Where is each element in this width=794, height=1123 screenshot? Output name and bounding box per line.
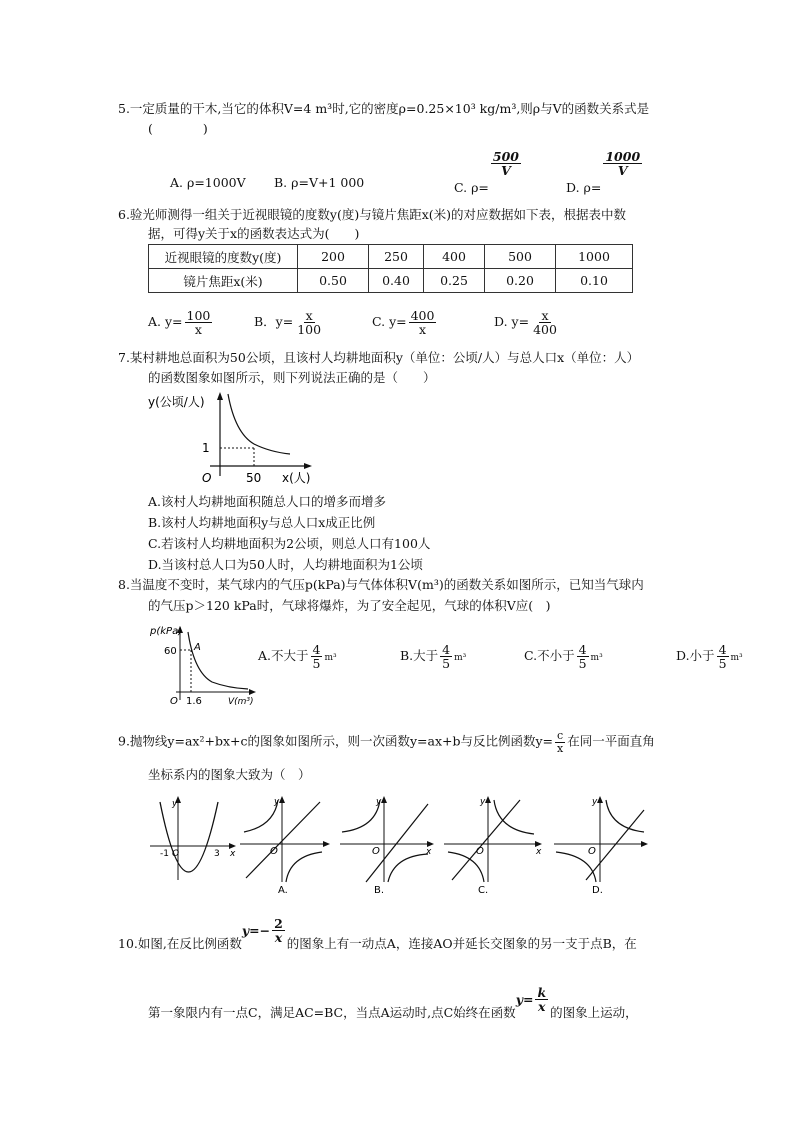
y-axis-arrow-icon	[597, 796, 603, 803]
linear-function-line	[452, 800, 520, 880]
q6-b-prefix: B．y=	[254, 314, 294, 330]
frac-den: 5	[578, 656, 587, 672]
frac-den: x	[538, 999, 546, 1015]
formula-sign: −	[259, 923, 271, 939]
origin-label: O	[588, 846, 596, 857]
frac-num: 4	[312, 642, 321, 657]
option-label-c: C.	[478, 885, 489, 896]
table-cell: 200	[298, 245, 369, 269]
tick-3: 3	[214, 849, 220, 859]
q5-c-den: V	[501, 163, 511, 179]
frac-num: 4	[578, 642, 587, 657]
q6-b-fraction	[295, 309, 323, 336]
frac-den: 5	[718, 656, 727, 672]
q5-d-prefix: D. ρ=	[566, 180, 602, 196]
table-header-degree: 近视眼镜的度数y(度)	[149, 245, 298, 269]
q7-graph	[140, 388, 320, 488]
table-cell: 0.10	[556, 269, 633, 293]
x-axis-arrow-icon	[323, 841, 330, 847]
option-label-a: A.	[278, 885, 288, 896]
q5-d-num: 1000	[605, 149, 641, 164]
q8-option-c	[524, 643, 603, 670]
origin-label: O	[270, 846, 278, 857]
q8-a-prefix: A.不大于	[258, 648, 309, 664]
axis-label-y: y	[376, 797, 382, 807]
q8-tick-y: 60	[164, 646, 177, 657]
axis-label-y: y	[592, 797, 598, 807]
frac-num: 2	[274, 916, 283, 931]
q5-option-d	[566, 149, 644, 196]
q6-a-num: 100	[186, 308, 211, 323]
q5-stem: 5.一定质量的干木,当它的体积V=4 m³时,它的密度ρ=0.25×10³ kg/m³,则ρ与V的函数关系式是	[118, 101, 650, 116]
y-axis-arrow-icon	[217, 392, 223, 400]
q8-d-unit: m³	[730, 653, 743, 664]
q5-option-a: A. ρ=1000V	[170, 175, 246, 190]
q9-parabola-graph	[148, 792, 238, 884]
table-cell: 250	[369, 245, 424, 269]
q6-c-den: x	[419, 322, 427, 338]
table-cell: 500	[485, 245, 556, 269]
q9-line2: 坐标系内的图象大致为（ ）	[148, 767, 311, 782]
axis-label-y: y	[274, 797, 280, 807]
q8-d-prefix: D.小于	[676, 648, 715, 664]
q5-d-den: V	[617, 163, 628, 179]
formula-fraction	[535, 986, 548, 1013]
q6-b-num: x	[305, 308, 313, 323]
q6-c-num: 400	[410, 308, 435, 323]
table-cell: 1000	[556, 245, 633, 269]
q9-option-c-graph[interactable]	[442, 792, 546, 896]
q6-option-d	[494, 309, 561, 336]
q6-c-fraction	[409, 309, 437, 336]
q6-data-table	[148, 244, 633, 293]
x-axis-arrow-icon	[304, 463, 312, 469]
frac-num: 4	[718, 642, 727, 657]
q10-formula1	[242, 917, 287, 944]
table-header-focal: 镜片焦距x(米)	[149, 269, 298, 293]
axis-label-y: y	[172, 799, 178, 809]
q5-c-fraction	[491, 150, 521, 177]
axis-label-x: x	[426, 847, 432, 857]
frac-num: 4	[442, 642, 451, 657]
q8-c-prefix: C.不小于	[524, 648, 575, 664]
parabola-curve	[160, 802, 218, 872]
q8-line1: 8.当温度不变时，某气球内的气压p(kPa)与气体体积V(m³)的函数关系如图所示，已知当气球内	[118, 577, 644, 592]
table-cell: 400	[424, 245, 485, 269]
axis-label-x: x	[230, 849, 236, 859]
tick-neg1: -1	[160, 849, 169, 859]
q5-option-c	[454, 149, 523, 196]
q8-point-label: A	[194, 642, 201, 653]
q8-d-fraction	[717, 643, 729, 670]
hyperbola-curve	[188, 632, 248, 689]
formula-eq: =	[522, 992, 534, 1008]
q6-d-fraction	[531, 309, 559, 336]
q7-xlabel: x(人)	[282, 471, 311, 485]
table-cell: 0.40	[369, 269, 424, 293]
q8-c-unit: m³	[590, 653, 603, 664]
origin-label: O	[476, 846, 484, 857]
q9-line1-b: 在同一平面直角	[567, 733, 655, 749]
hyperbola-branch-q4	[286, 852, 322, 882]
q6-line2: 据，可得y关于x的函数表达式为( )	[148, 226, 360, 241]
q5-c-prefix: C. ρ=	[454, 180, 489, 196]
formula-eq: =	[249, 923, 260, 939]
q8-b-prefix: B.大于	[400, 648, 439, 664]
table-row	[149, 269, 633, 293]
q9-option-a-graph[interactable]	[238, 792, 334, 896]
q6-option-c	[372, 309, 438, 336]
q8-xlabel: V(m³)	[228, 697, 254, 707]
q5-d-fraction	[603, 150, 642, 177]
q8-tick-x: 1.6	[186, 696, 202, 707]
q7-tick-x: 50	[246, 471, 262, 485]
q5-option-b: B. ρ=V+1 000	[274, 175, 365, 190]
frac-num: k	[537, 985, 547, 1000]
option-label-b: B.	[374, 885, 385, 896]
q8-c-fraction	[577, 643, 589, 670]
q6-d-prefix: D. y=	[494, 314, 530, 330]
q8-option-d	[676, 643, 743, 670]
q6-a-fraction	[185, 309, 213, 336]
q8-graph	[148, 620, 258, 710]
axis-label-y: y	[480, 797, 486, 807]
q7-origin: O	[202, 471, 212, 485]
q8-a-unit: m³	[324, 653, 337, 664]
q6-d-den: 400	[533, 322, 557, 338]
hyperbola-curve	[228, 394, 290, 454]
q7-line1: 7.某村耕地总面积为50公顷，且该村人均耕地面积y（单位：公顷/人）与总人口x（单位：人）	[118, 350, 640, 365]
q8-b-fraction	[440, 643, 452, 670]
q8-option-b	[400, 643, 466, 670]
linear-function-line	[246, 802, 320, 878]
q7-tick-y: 1	[202, 441, 210, 455]
q9-line1	[118, 730, 655, 754]
q10-prefix: 10.如图,在反比例函数	[118, 936, 242, 952]
frac-num: c	[557, 729, 564, 742]
q5-paren: ( )	[148, 121, 208, 136]
table-row	[149, 245, 633, 269]
q6-line1: 6.验光师测得一组关于近视眼镜的度数y(度)与镜片焦距x(米)的对应数据如下表，根据表中数	[118, 207, 627, 222]
q9-line1-a: 9.抛物线y=ax²+bx+c的图象如图所示，则一次函数y=ax+b与反比例函数y=	[118, 733, 554, 749]
hyperbola-branch-q2	[244, 800, 278, 832]
q7-option-c: C.若该村人均耕地面积为2公顷，则总人口有100人	[148, 536, 431, 551]
hyperbola-branch-q2	[342, 800, 380, 832]
formula-y: y	[515, 992, 523, 1008]
frac-den: x	[557, 741, 564, 755]
q6-a-den: x	[194, 322, 202, 338]
frac-den: x	[274, 930, 283, 946]
q8-line2: 的气压p＞120 kPa时，气球将爆炸，为了安全起见，气球的体积V应( )	[148, 598, 551, 613]
q7-line2: 的函数图象如图所示，则下列说法正确的是（ ）	[148, 370, 436, 385]
table-cell: 0.50	[298, 269, 369, 293]
q6-option-a	[148, 309, 214, 336]
q8-a-fraction	[311, 643, 323, 670]
q7-ylabel: y(公顷/人)	[148, 395, 205, 409]
q8-origin: O	[170, 696, 178, 707]
q6-option-b	[254, 309, 325, 336]
q9-option-b-graph[interactable]	[338, 792, 438, 896]
y-axis-arrow-icon	[485, 796, 491, 803]
x-axis-arrow-icon	[641, 841, 648, 847]
hyperbola-branch-q1	[494, 800, 534, 834]
y-axis-arrow-icon	[381, 796, 387, 803]
q10-line1	[118, 916, 637, 952]
linear-function-line	[366, 804, 428, 882]
origin-label: O	[172, 849, 180, 859]
q8-ylabel: p(kPa)	[150, 626, 183, 637]
q10-post1: 的图象上有一动点A，连接AO并延长交图象的另一支于点B，在	[286, 936, 637, 952]
hyperbola-branch-q4	[388, 854, 428, 882]
q7-option-b: B.该村人均耕地面积y与总人口x成正比例	[148, 515, 376, 530]
q5-c-num: 500	[492, 149, 519, 164]
x-axis-arrow-icon	[249, 689, 256, 695]
q9-fraction	[555, 730, 565, 754]
q6-a-prefix: A. y=	[148, 314, 183, 330]
q7-option-a: A.该村人均耕地面积随总人口的增多而增多	[148, 494, 387, 509]
q6-d-num: x	[541, 308, 549, 323]
origin-label: O	[372, 846, 380, 857]
option-label-d: D.	[592, 885, 603, 896]
frac-den: 5	[312, 656, 321, 672]
q9-option-d-graph[interactable]	[552, 792, 652, 896]
frac-den: 5	[442, 656, 451, 672]
q6-c-prefix: C. y=	[372, 314, 407, 330]
q8-option-a	[258, 643, 337, 670]
q10-formula2	[516, 986, 550, 1013]
table-cell: 0.20	[485, 269, 556, 293]
table-cell: 0.25	[424, 269, 485, 293]
q10-post2: 的图象上运动，	[550, 1005, 638, 1021]
q7-option-d: D.当该村总人口为50人时，人均耕地面积为1公顷	[148, 557, 423, 572]
q10-line2-text: 第一象限内有一点C，满足AC=BC，当点A运动时,点C始终在函数	[148, 1005, 516, 1021]
y-axis-arrow-icon	[279, 796, 285, 803]
formula-fraction	[272, 917, 285, 944]
axis-label-x: x	[536, 847, 542, 857]
q10-line2	[148, 985, 638, 1021]
q6-b-den: 100	[297, 322, 322, 338]
q8-b-unit: m³	[454, 653, 467, 664]
formula-y: y	[241, 923, 250, 939]
